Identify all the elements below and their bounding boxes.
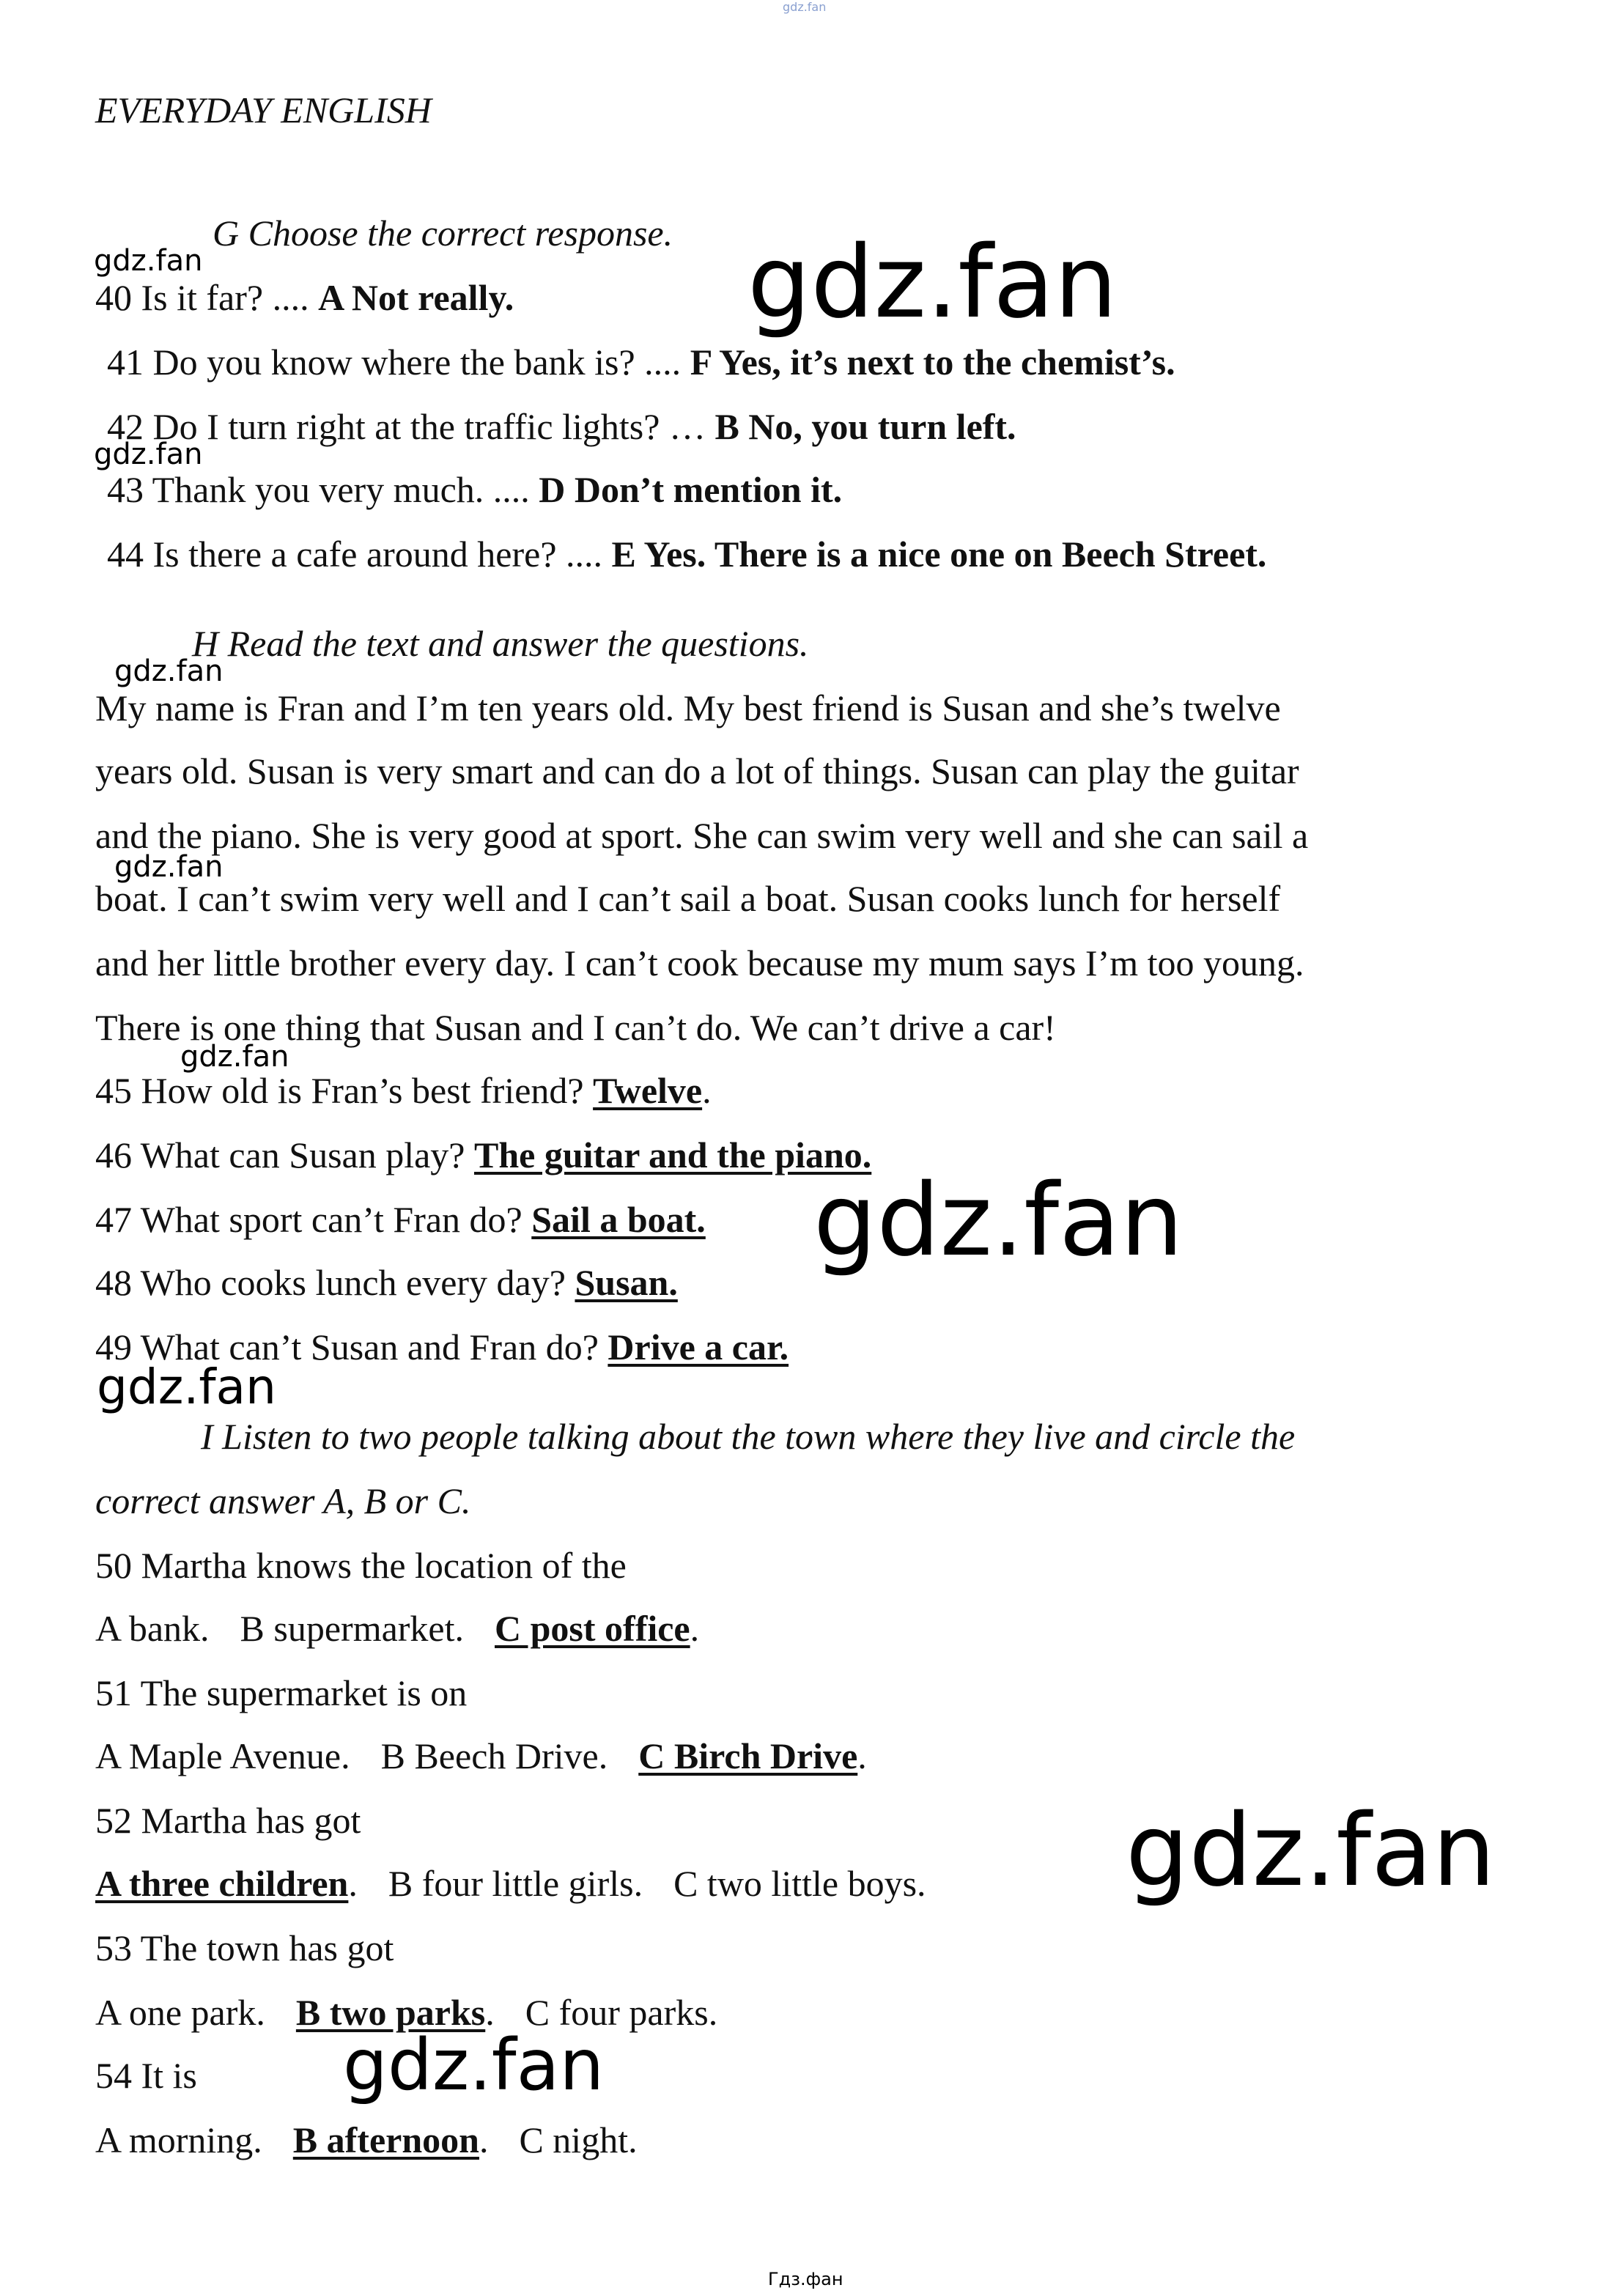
option-c: C two little boys. <box>673 1863 926 1904</box>
answer-text: The guitar and the piano. <box>474 1134 872 1175</box>
answer-text: E Yes. There is a nice one on Beech Street. <box>611 534 1267 575</box>
option-a-selected: A three children <box>95 1863 349 1904</box>
page-title: EVERYDAY ENGLISH <box>95 89 432 130</box>
question-47 <box>95 1197 706 1241</box>
watermark: gdz.fan <box>114 654 224 688</box>
option-a: A Maple Avenue. <box>95 1735 350 1776</box>
question-text: 43 Thank you very much. .... <box>107 469 539 510</box>
punctuation: . <box>479 2119 489 2160</box>
watermark-medium: gdz.fan <box>343 2024 605 2106</box>
punctuation: . <box>857 1735 867 1776</box>
answer-text: B No, you turn left. <box>714 406 1016 447</box>
option-b-selected: B afternoon <box>292 2119 479 2160</box>
question-text: 49 What can’t Susan and Fran do? <box>95 1326 608 1367</box>
watermark: gdz.fan <box>114 850 224 884</box>
question-text: 46 What can Susan play? <box>95 1134 474 1175</box>
text-line: and the piano. She is very good at sport. She can swim very well and she can sail a <box>95 815 1309 856</box>
option-b: B four little girls. <box>388 1863 643 1904</box>
question-49 <box>95 1325 789 1369</box>
option-b: B supermarket. <box>240 1608 465 1649</box>
question-48 <box>95 1260 678 1304</box>
question-text: 47 What sport can’t Fran do? <box>95 1199 532 1240</box>
answer-line-41 <box>107 340 1175 384</box>
question-50-stem: 50 Martha knows the location of the <box>95 1545 627 1586</box>
answer-text: A Not really. <box>318 277 514 318</box>
answer-text: Susan. <box>575 1262 678 1303</box>
watermark-medium: gdz.fan <box>97 1359 276 1415</box>
option-a: A morning. <box>95 2119 262 2160</box>
answer-line-43 <box>107 468 842 512</box>
option-a: A bank. <box>95 1608 210 1649</box>
question-54-options <box>95 2118 638 2162</box>
punctuation: . <box>690 1608 700 1649</box>
answer-line-44 <box>107 532 1266 576</box>
answer-line-42 <box>107 405 1016 449</box>
question-51-options <box>95 1734 867 1778</box>
punctuation: . <box>702 1070 712 1111</box>
section-g-instruction: G Choose the correct response. <box>213 213 673 254</box>
watermark-top: gdz.fan <box>783 0 827 14</box>
text-line: My name is Fran and I’m ten years old. My best friend is Susan and she’s twelve <box>95 687 1281 728</box>
question-52-options <box>95 1861 926 1905</box>
watermark: gdz.fan <box>94 244 203 278</box>
option-c-selected: C Birch Drive <box>638 1735 858 1776</box>
question-50-options <box>95 1606 699 1650</box>
watermark: gdz.fan <box>94 438 203 471</box>
answer-text: Sail a boat. <box>531 1199 706 1240</box>
section-i-instruction: I Listen to two people talking about the town where they live and circle the <box>201 1416 1296 1457</box>
question-text: 48 Who cooks lunch every day? <box>95 1262 575 1303</box>
question-51-stem: 51 The supermarket is on <box>95 1672 468 1713</box>
question-text: 44 Is there a cafe around here? .... <box>107 534 612 575</box>
answer-text: Drive a car. <box>608 1326 789 1367</box>
punctuation: . <box>485 1992 495 2033</box>
text-line: boat. I can’t swim very well and I can’t sail a boat. Susan cooks lunch for herself <box>95 878 1281 919</box>
option-b-selected: B two parks <box>295 1992 486 2033</box>
question-54-stem: 54 It is <box>95 2055 197 2096</box>
text-line: There is one thing that Susan and I can’t do. We can’t drive a car! <box>95 1007 1056 1048</box>
text-line: years old. Susan is very smart and can do a lot of things. Susan can play the guitar <box>95 750 1299 791</box>
question-53-options <box>95 1990 717 2034</box>
question-text: 45 How old is Fran’s best friend? <box>95 1070 594 1111</box>
question-text: 42 Do I turn right at the traffic lights? … <box>107 406 715 447</box>
option-c: C night. <box>519 2119 638 2160</box>
watermark-large: gdz.fan <box>813 1163 1184 1279</box>
watermark-large: gdz.fan <box>747 225 1118 341</box>
answer-line-40 <box>95 276 514 320</box>
section-h-instruction: H Read the text and answer the questions. <box>192 623 809 664</box>
question-53-stem: 53 The town has got <box>95 1927 394 1968</box>
text-line: and her little brother every day. I can’t cook because my mum says I’m too young. <box>95 942 1304 983</box>
question-text: 41 Do you know where the bank is? .... <box>107 342 690 383</box>
answer-text: D Don’t mention it. <box>539 469 843 510</box>
punctuation: . <box>348 1863 358 1904</box>
answer-text: F Yes, it’s next to the chemist’s. <box>690 342 1175 383</box>
watermark: gdz.fan <box>180 1040 289 1074</box>
option-c-selected: C post office <box>495 1608 690 1649</box>
option-c: C four parks. <box>525 1992 718 2033</box>
question-52-stem: 52 Martha has got <box>95 1800 361 1841</box>
option-b: B Beech Drive. <box>380 1735 608 1776</box>
section-i-instruction-cont: correct answer A, B or C. <box>95 1480 471 1521</box>
question-45 <box>95 1068 712 1112</box>
answer-text: Twelve <box>593 1070 703 1111</box>
option-a: A one park. <box>95 1992 265 2033</box>
watermark-large: gdz.fan <box>1126 1793 1496 1909</box>
question-text: 40 Is it far? .... <box>95 277 319 318</box>
question-46 <box>95 1133 871 1177</box>
watermark-footer: Гдз.фан <box>768 2269 843 2289</box>
